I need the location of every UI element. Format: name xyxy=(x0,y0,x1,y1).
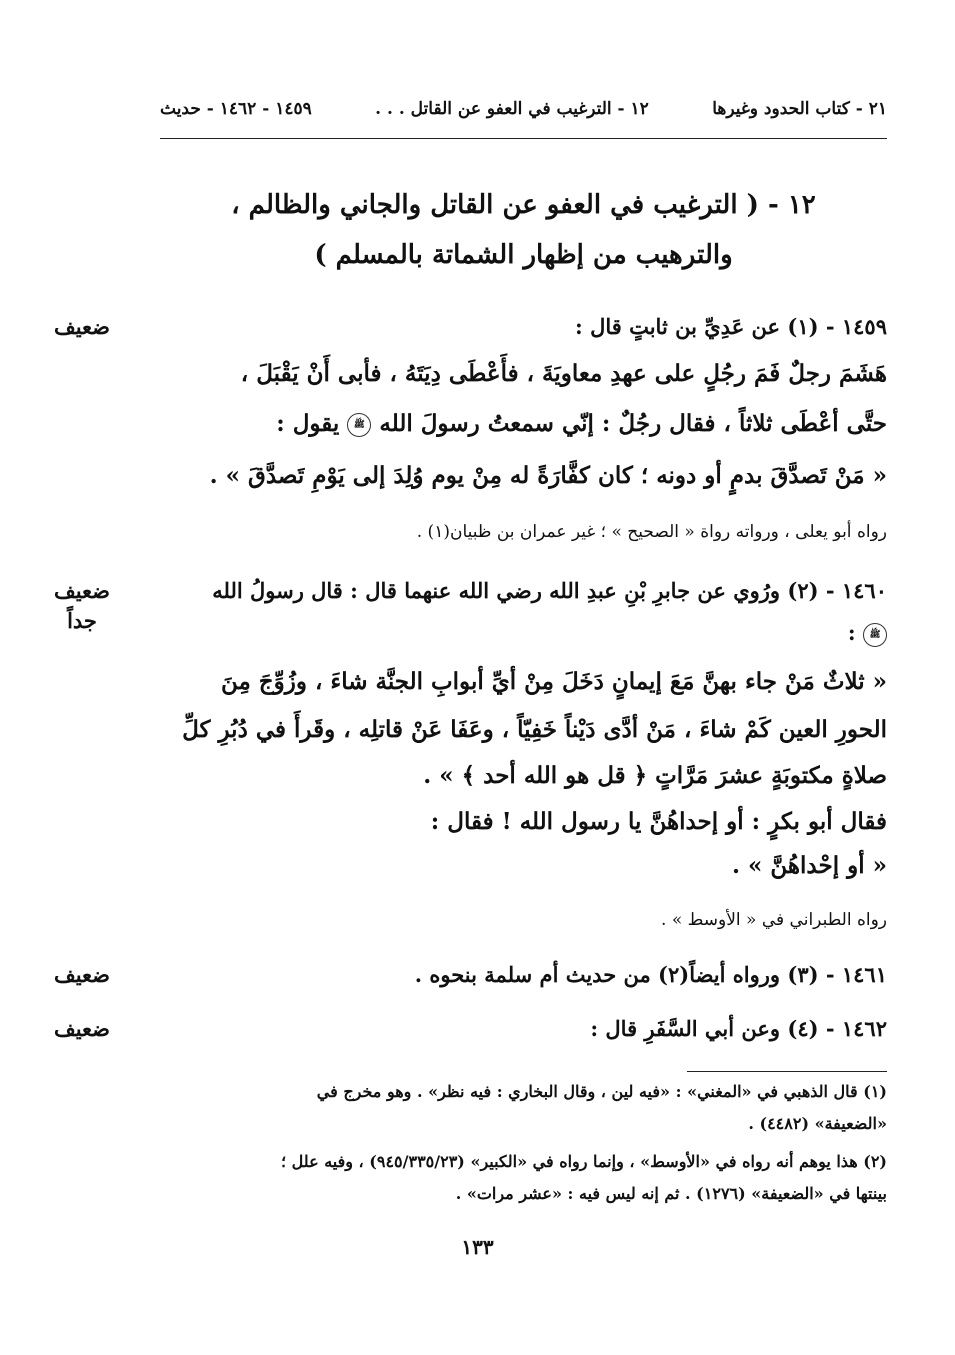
header-divider xyxy=(160,138,887,139)
hadith-text-line: « ثلاثٌ مَنْ جاء بهنَّ مَعَ إيمانٍ دَخَلَ مِنْ أيِّ أبوابِ الجنَّة شاءَ ، وزُوِّجَ مِنَ xyxy=(220,668,887,695)
hadith-grade-1462: ضعيف xyxy=(53,1016,111,1041)
salutation-icon: ﷺ xyxy=(863,623,887,647)
section-title-line-1: ١٢ - ( الترغيب في العفو عن القاتل والجاني والظالم ، xyxy=(231,190,816,220)
hadith-grade-1459: ضعيف xyxy=(53,314,111,339)
hadith-text-line xyxy=(160,410,887,437)
section-title-line-2: والترهيب من إظهار الشماتة بالمسلم ) xyxy=(314,240,733,270)
hadith-intro-1460-cont xyxy=(160,620,887,647)
header-hadith-range: ١٤٥٩ - ١٤٦٢ - حديث xyxy=(160,99,312,119)
footnote-2-line-1: (٢) هذا يوهم أنه رواه في «الأوسط» ، وإنما رواه في «الكبير» (٩٤٥/٣٣٥/٢٣) ، وفيه علل ؛ xyxy=(281,1152,887,1171)
running-header xyxy=(160,92,887,126)
salutation-icon: ﷺ xyxy=(347,413,371,437)
footnote-1-line-1: (١) قال الذهبي في «المغني» : «فيه لين ، وقال البخاري : فيه نظر» . وهو مخرج في xyxy=(316,1082,887,1101)
hadith-text-line: فقال أبو بكرٍ : أو إحداهُنَّ يا رسول الله ! فقال : xyxy=(430,808,887,835)
hadith-text-line: « مَنْ تَصدَّقَ بدمٍ أو دونه ؛ كان كفَّارَةً له مِنْ يوم وُلِدَ إلى يَوْمِ تَصدَّقَ » . xyxy=(209,462,887,489)
hadith-grade-1461: ضعيف xyxy=(53,962,111,987)
hadith-intro-1462: ١٤٦٢ - (٤) وعن أبي السَّفَرِ قال : xyxy=(590,1016,887,1041)
hadith-intro-1460: ١٤٦٠ - (٢) ورُوي عن جابرِ بْنِ عبدِ الله رضي الله عنهما قال : قال رسولُ الله xyxy=(212,578,887,603)
header-section: ١٢ - الترغيب في العفو عن القاتل . . . xyxy=(375,99,649,119)
hadith-text-line: « أو إحْداهُنَّ » . xyxy=(732,852,887,879)
page-number: ١٣٣ xyxy=(461,1235,494,1259)
hadith-text-line: صلاةٍ مكتوبَةٍ عشرَ مَرَّاتٍ ﴿ قل هو الله أحد ﴾ » . xyxy=(423,762,887,789)
hadith-intro-1459: ١٤٥٩ - (١) عن عَدِيِّ بن ثابتٍ قال : xyxy=(575,314,887,339)
footnote-divider xyxy=(687,1071,887,1072)
footnote-1-line-2: «الضعيفة» (٤٤٨٢) . xyxy=(748,1114,887,1133)
footnote-2-line-2: بينتها في «الضعيفة» (١٢٧٦) . ثم إنه ليس فيه : «عشر مرات» . xyxy=(455,1184,887,1203)
hadith-grade-1460-qualifier: جداً xyxy=(67,608,97,633)
header-chapter: ٢١ - كتاب الحدود وغيرها xyxy=(712,99,887,119)
hadith-intro-1461: ١٤٦١ - (٣) ورواه أيضاً(٢) من حديث أم سلمة بنحوه . xyxy=(414,962,887,987)
hadith-grade-1460: ضعيف xyxy=(53,578,111,603)
hadith-text-line: الحورِ العين كَمْ شاءَ ، مَنْ أدَّى دَيْناً خَفِيّاً ، وعَفَا عَنْ قاتلِه ، وقَرأَ في دُبُرِ كلِّ xyxy=(182,716,887,743)
hadith-text-segment: حتَّى أعْطَى ثلاثاً ، فقال رجُلٌ : إنّي سمعتُ رسولَ الله xyxy=(379,410,887,437)
hadith-text-line: هَشَمَ رجلٌ فَمَ رجُلٍ على عهدِ معاويَةَ ، فأَعْطَى دِيَتَهُ ، فأبى أَنْ يَقْبَلَ ، xyxy=(240,360,887,387)
hadith-text-segment: : xyxy=(847,620,856,645)
hadith-source-1460: رواه الطبراني في « الأوسط » . xyxy=(661,910,887,930)
hadith-source-1459: رواه أبو يعلى ، ورواته رواة « الصحيح » ؛ غير عمران بن ظبيان(١) . xyxy=(416,522,887,542)
hadith-text-segment: يقول : xyxy=(276,410,340,437)
